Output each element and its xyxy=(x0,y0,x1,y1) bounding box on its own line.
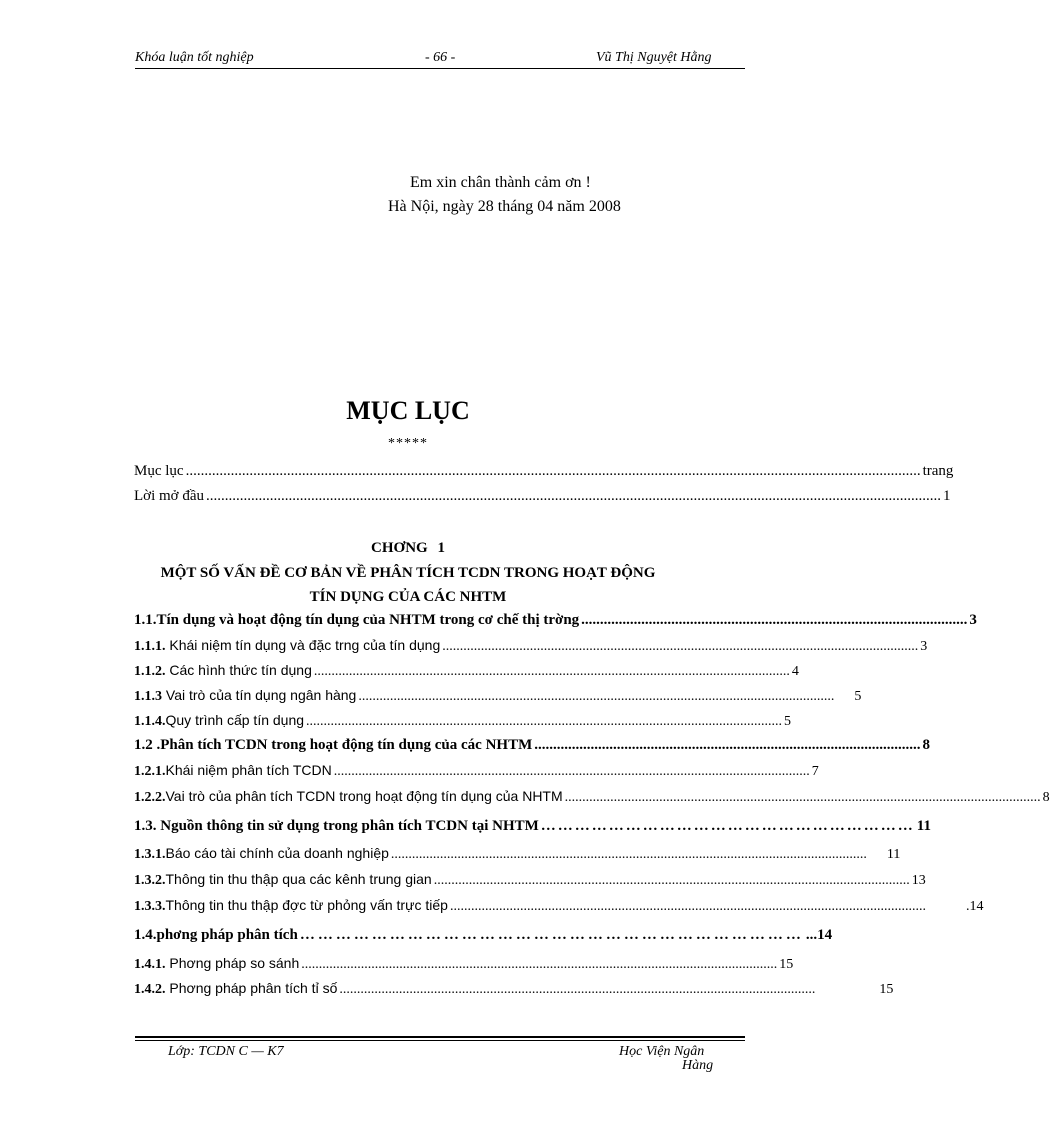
toc-entry-1-3-3[interactable] xyxy=(134,897,984,915)
toc-entry-label: Thông tin thu thập qua các kênh trung gian xyxy=(165,871,432,887)
leader-dots: ....................................................................................................... xyxy=(534,737,921,753)
toc-entry-page: 5 xyxy=(784,714,792,729)
toc-entry-1-1-1[interactable] xyxy=(134,637,928,655)
toc-entry-number: 1.4.1. xyxy=(134,957,166,972)
leader-dots: ........................................................................................................................................ xyxy=(449,899,926,914)
chapter-title-line1: MỘT SỐ VẤN ĐỀ CƠ BẢN VỀ PHÂN TÍCH TCDN TRONG HOẠT ĐỘNG xyxy=(160,565,656,581)
toc-entry-page: 13 xyxy=(911,873,926,888)
leader-dots: ………………………………………………………………………… xyxy=(299,927,804,943)
toc-entry-number: 1.1.4. xyxy=(134,714,166,729)
toc-entry-number: 1.2 . xyxy=(134,737,161,753)
toc-entry-label: Khái niệm phân tích TCDN xyxy=(165,762,332,778)
footer-institution-line1: Học Viện Ngân xyxy=(619,1044,705,1059)
toc-entry-number: 1.3. xyxy=(134,818,157,834)
toc-entry-loi-mo-dau[interactable] xyxy=(134,488,951,505)
toc-entry-page: 5 xyxy=(854,689,862,704)
chapter-title-line2: TÍN DỤNG CỦA CÁC NHTM xyxy=(309,589,507,605)
toc-entry-number: 1.1. xyxy=(134,612,157,628)
toc-entry-label: Lời mở đầu xyxy=(134,488,205,504)
leader-dots: .................................................................................................................................................................................................... xyxy=(185,463,921,479)
toc-entry-page: ...14 xyxy=(805,927,833,943)
leader-dots: ........................................................................................................................................ xyxy=(313,664,790,679)
date-line: Hà Nội, ngày 28 tháng 04 năm 2008 xyxy=(388,198,621,215)
toc-entry-label: phơng pháp phân tích xyxy=(156,927,298,943)
toc-entry-label: Báo cáo tài chính của doanh nghiệp xyxy=(165,845,389,861)
toc-entry-1-1-4[interactable] xyxy=(134,712,792,730)
thanks-line: Em xin chân thành cảm ơn ! xyxy=(410,174,591,191)
toc-entry-page: 3 xyxy=(969,612,977,628)
header-left: Khóa luận tốt nghiệp xyxy=(135,50,254,65)
toc-entry-page: 3 xyxy=(920,639,928,654)
toc-entry-number: 1.1.1. xyxy=(134,639,166,654)
toc-entry-label: Thông tin thu thập đợc từ phỏng vấn trực tiếp xyxy=(165,897,448,913)
leader-dots: ........................................................................................................................................ xyxy=(301,957,778,972)
leader-dots: ........................................................................................................................................ xyxy=(390,847,867,862)
title-stars: ***** xyxy=(388,436,428,451)
toc-entry-page: 1 xyxy=(943,488,951,504)
footer-institution-line2: Hàng xyxy=(682,1058,714,1073)
chapter-label: CHƠNG 1 xyxy=(371,540,445,556)
toc-entry-page: 4 xyxy=(791,664,799,679)
toc-entry-1-4-2[interactable] xyxy=(134,980,894,998)
toc-entry-page: trang xyxy=(922,463,954,479)
toc-entry-1-2-2[interactable] xyxy=(134,788,1050,806)
toc-entry-number: 1.2.1. xyxy=(134,764,166,779)
toc-entry-1-3-2[interactable] xyxy=(134,871,926,889)
toc-entry-label: Phơng pháp so sánh xyxy=(165,955,300,971)
toc-entry-muc-luc[interactable] xyxy=(134,463,954,480)
leader-dots: ........................................................................................................................................ xyxy=(442,639,919,654)
toc-entry-label: Mục lục xyxy=(134,463,184,479)
leader-dots: ........................................................................................................................................ xyxy=(333,764,810,779)
leader-dots: ........................................................................................................................................ xyxy=(358,689,835,704)
leader-dots: ………………………………………………………… xyxy=(540,818,915,834)
toc-entry-page: 15 xyxy=(779,957,794,972)
toc-entry-1-3[interactable] xyxy=(134,818,931,835)
toc-entry-page: 8 xyxy=(922,737,930,753)
footer-rule-bottom xyxy=(135,1040,745,1041)
toc-entry-label: Quy trình cấp tín dụng xyxy=(165,712,305,728)
toc-entry-label: Phơng pháp phân tích tỉ số xyxy=(165,980,338,996)
toc-entry-number: 1.3.2. xyxy=(134,873,166,888)
toc-entry-number: 1.4.2. xyxy=(134,982,166,997)
leader-dots: ........................................................................................................................................ xyxy=(564,790,1041,805)
toc-entry-label: Nguồn thông tin sử dụng trong phân tích TCDN tại NHTM xyxy=(156,818,539,834)
toc-entry-number: 1.2.2. xyxy=(134,790,166,805)
footer-rule-top xyxy=(135,1036,745,1038)
leader-dots: ........................................................................................................................................ xyxy=(339,982,816,997)
leader-dots: ........................................................................................................................................ xyxy=(306,714,783,729)
toc-entry-label: Phân tích TCDN trong hoạt động tín dụng của các NHTM xyxy=(160,737,533,753)
toc-entry-page: 11 xyxy=(886,847,901,862)
toc-entry-label: Các hình thức tín dụng xyxy=(165,662,312,678)
toc-entry-label: Vai trò của phân tích TCDN trong hoạt động tín dụng của NHTM xyxy=(165,788,563,804)
toc-entry-1-1-3[interactable] xyxy=(134,687,862,705)
toc-entry-1-1[interactable] xyxy=(134,612,977,629)
header-rule xyxy=(135,68,745,69)
toc-entry-1-2-1[interactable] xyxy=(134,762,819,780)
footer-class: Lớp: TCDN C — K7 xyxy=(168,1044,284,1059)
leader-dots: .................................................................................................................................................................................................... xyxy=(206,488,942,504)
toc-entry-label: Vai trò của tín dụng ngân hàng xyxy=(162,687,357,703)
toc-entry-label: Khái niệm tín dụng và đặc trng của tín dụng xyxy=(165,637,441,653)
toc-entry-page: 8 xyxy=(1042,790,1050,805)
toc-entry-number: 1.4. xyxy=(134,927,157,943)
toc-entry-1-4-1[interactable] xyxy=(134,955,794,973)
header-right: Vũ Thị Nguyệt Hằng xyxy=(596,50,712,65)
toc-entry-number: 1.1.3 xyxy=(134,689,162,704)
toc-entry-label: Tín dụng và hoạt động tín dụng của NHTM trong cơ chế thị trờng xyxy=(156,612,580,628)
toc-entry-number: 1.3.3. xyxy=(134,899,166,914)
toc-entry-1-4[interactable] xyxy=(134,927,833,944)
toc-entry-page: 15 xyxy=(879,982,894,997)
toc-entry-number: 1.3.1. xyxy=(134,847,166,862)
leader-dots: ........................................................................................................................................ xyxy=(433,873,910,888)
toc-entry-number: 1.1.2. xyxy=(134,664,166,679)
header-page-number: - 66 - xyxy=(425,50,456,65)
toc-entry-page: .14 xyxy=(965,899,984,914)
toc-entry-1-3-1[interactable] xyxy=(134,845,901,863)
toc-entry-page: 11 xyxy=(916,818,931,834)
toc-title: MỤC LỤC xyxy=(346,396,470,425)
toc-entry-1-1-2[interactable] xyxy=(134,662,799,680)
leader-dots: ....................................................................................................... xyxy=(581,612,968,628)
toc-entry-1-2[interactable] xyxy=(134,737,930,754)
toc-entry-page: 7 xyxy=(811,764,819,779)
